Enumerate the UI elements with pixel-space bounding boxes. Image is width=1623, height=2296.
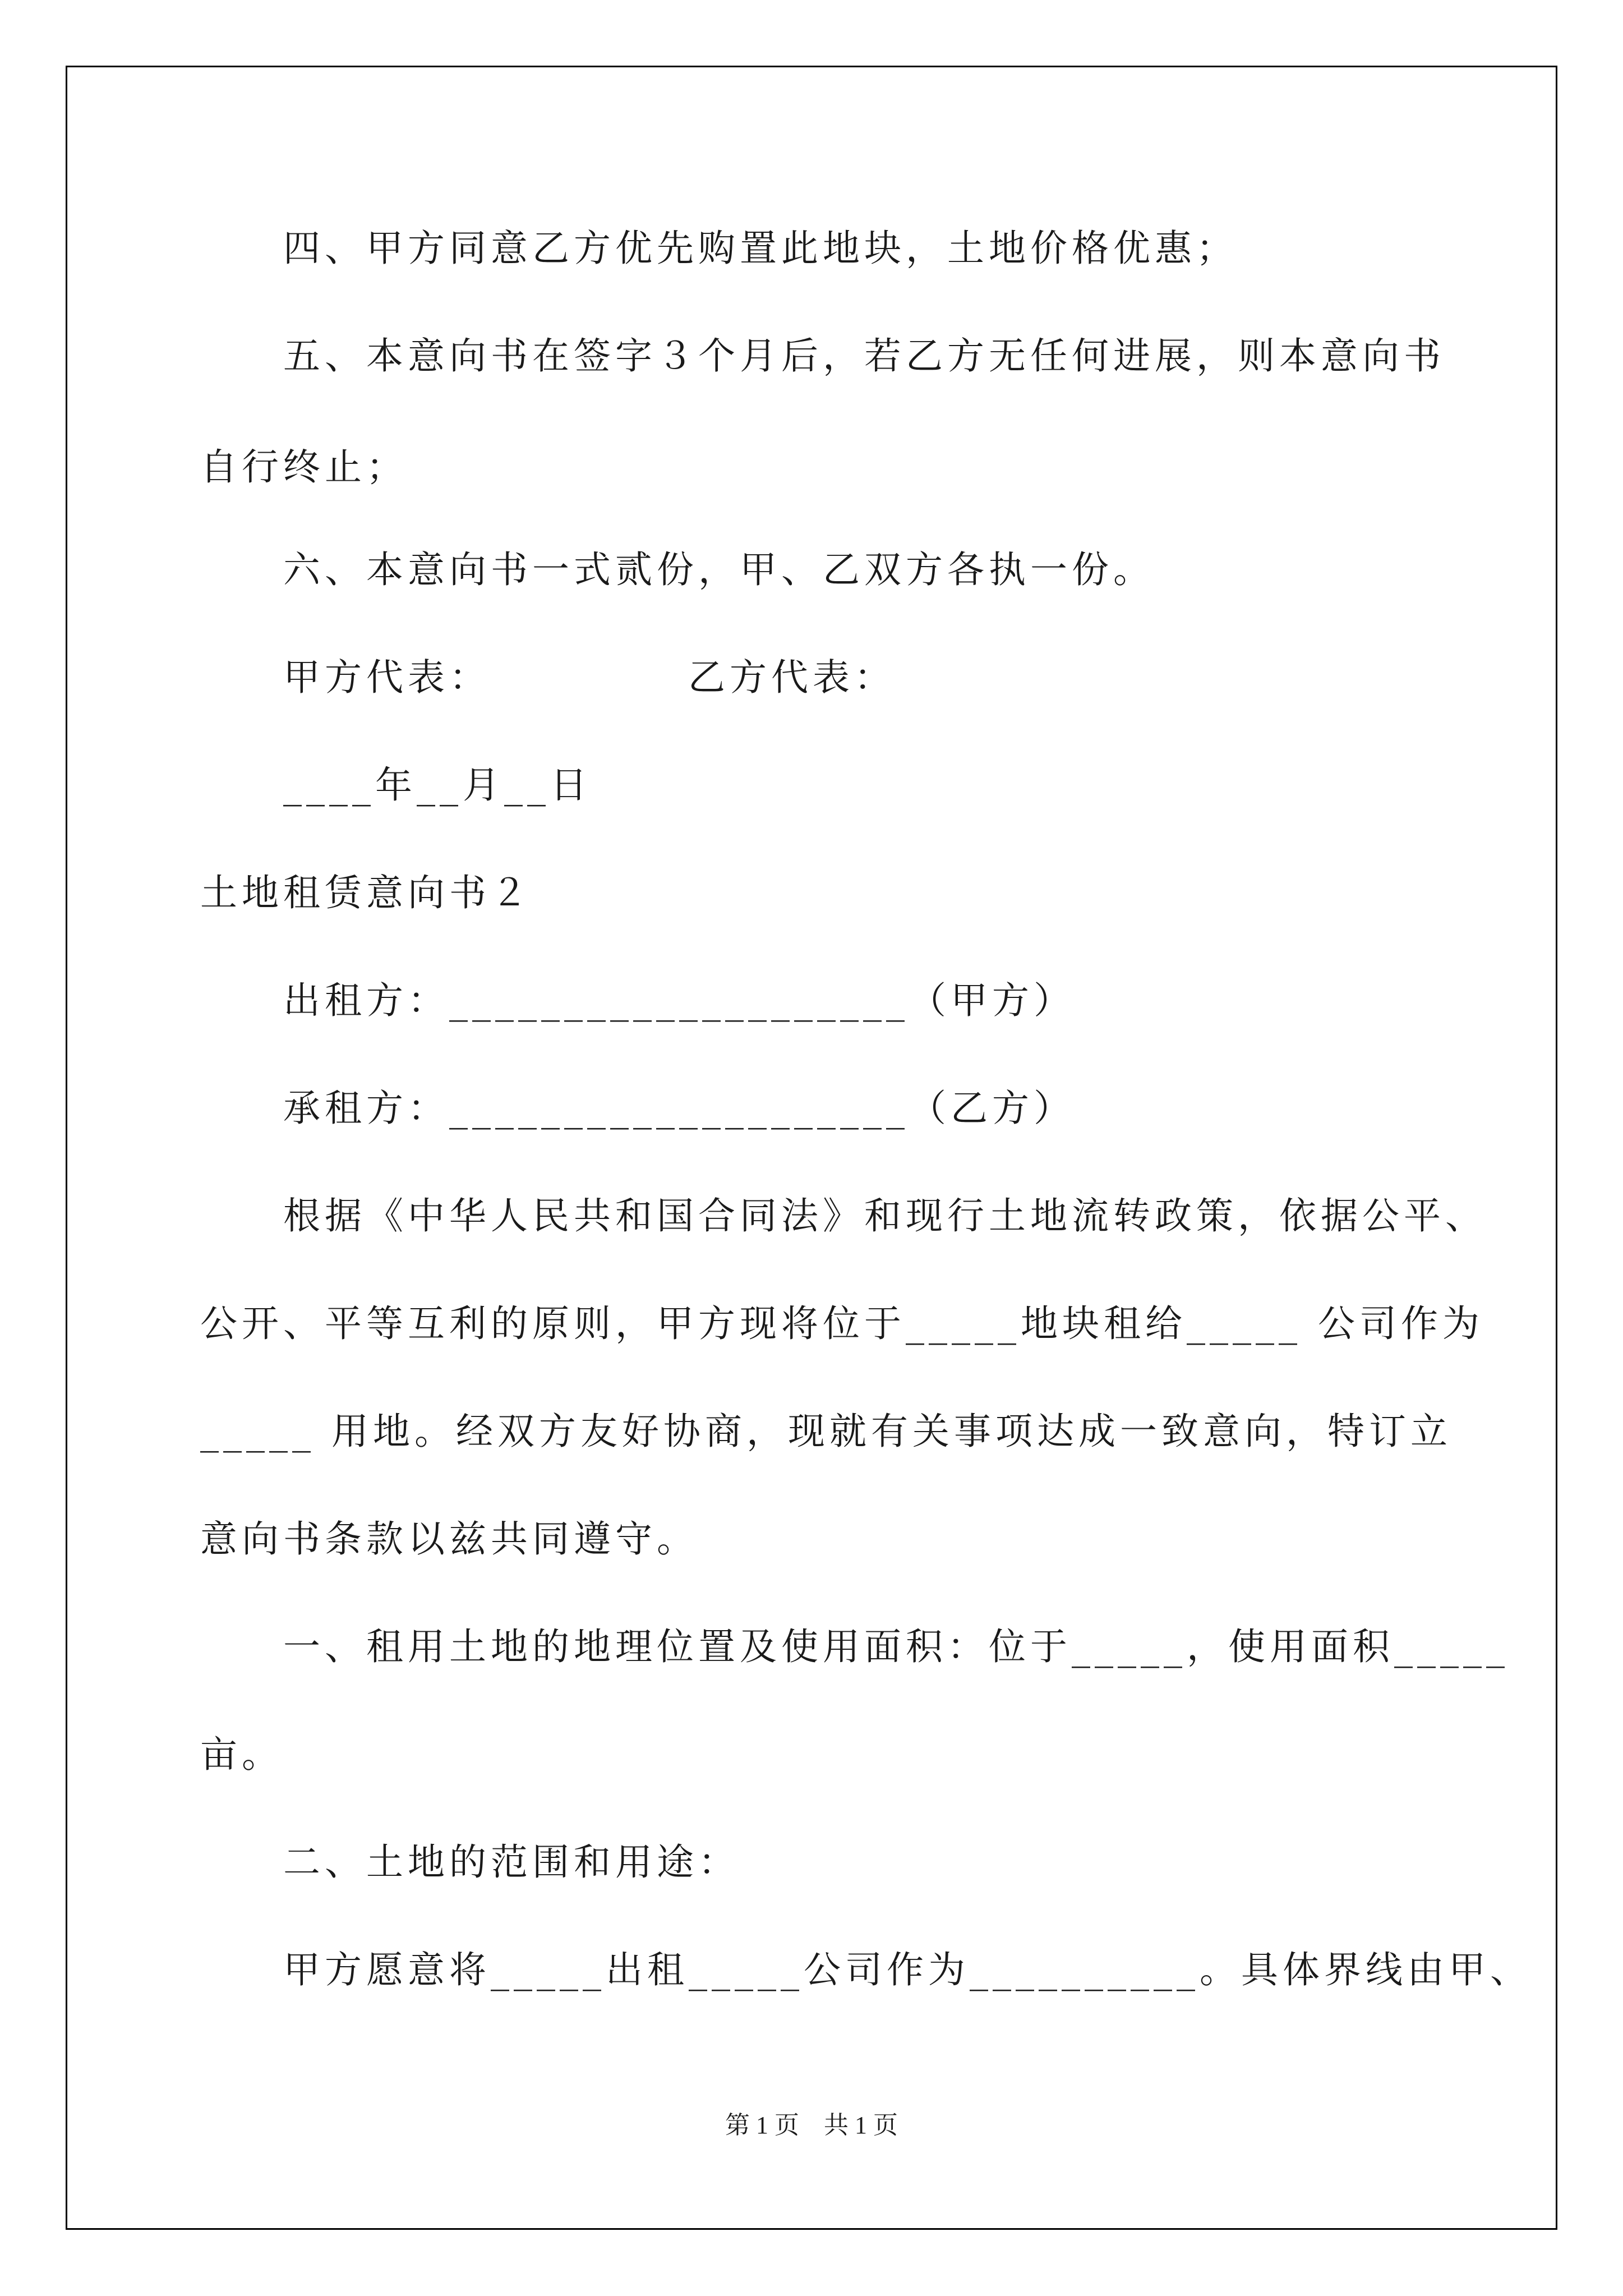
- page-border: [66, 66, 1557, 2230]
- party-a-representative: 甲方代表：: [283, 656, 491, 699]
- clause-4: 四、甲方同意乙方优先购置此地块，土地价格优惠；: [283, 227, 1238, 270]
- clause-5: 五、本意向书在签字３个月后，若乙方无任何进展，则本意向书: [283, 334, 1445, 378]
- section-title: 土地租赁意向书２: [200, 871, 532, 914]
- page-footer: 第 1 页 共 1 页: [725, 2111, 898, 2139]
- preamble-line-4: 意向书条款以兹共同遵守。: [200, 1517, 698, 1561]
- article-2-body: 甲方愿意将_____出租_____公司作为__________。具体界线由甲、: [283, 1948, 1532, 1991]
- preamble-line-3: _____ 用地。经双方友好协商，现就有关事项达成一致意向，特订立: [200, 1410, 1452, 1453]
- party-b-representative: 乙方代表：: [688, 656, 896, 699]
- article-2-title: 二、土地的范围和用途：: [283, 1841, 740, 1884]
- lessor-line: 出租方：____________________（甲方）: [283, 979, 1075, 1022]
- preamble-line-1: 根据《中华人民共和国合同法》和现行土地流转政策，依据公平、: [283, 1194, 1487, 1237]
- clause-6: 六、本意向书一式贰份，甲、乙双方各执一份。: [283, 548, 1155, 591]
- date-line: ____年__月__日: [283, 763, 592, 807]
- article-1-continued: 亩。: [200, 1733, 283, 1776]
- preamble-line-2: 公开、平等互利的原则，甲方现将位于_____地块租给_____ 公司作为: [200, 1302, 1484, 1345]
- article-1: 一、租用土地的地理位置及使用面积：位于_____，使用面积_____: [283, 1625, 1509, 1668]
- clause-5-continued: 自行终止；: [200, 445, 408, 489]
- lessee-line: 承租方：____________________（乙方）: [283, 1087, 1075, 1130]
